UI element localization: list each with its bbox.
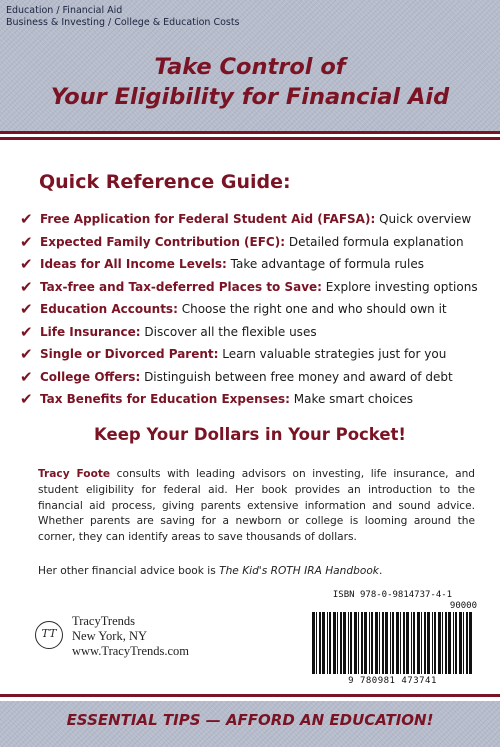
guide-item-term: Tax Benefits for Education Expenses:	[40, 392, 290, 406]
header-rule-2	[0, 137, 500, 140]
guide-item-term: Life Insurance:	[40, 324, 141, 339]
headline	[0, 52, 500, 112]
quick-reference-list	[20, 208, 490, 411]
guide-item	[20, 366, 490, 389]
checkmark-icon: ✔	[20, 367, 33, 386]
other-book-note	[38, 563, 382, 579]
isbn-barcode	[304, 590, 481, 688]
guide-item	[20, 343, 490, 366]
author-bio	[38, 467, 475, 546]
guide-item	[20, 388, 490, 411]
guide-item-description: Choose the right one and who should own it	[177, 302, 447, 316]
footer-slogan: ESSENTIAL TIPS — AFFORD AN EDUCATION!	[66, 711, 434, 729]
guide-item-description: Distinguish between free money and award of debt	[140, 369, 453, 384]
guide-item-description: Explore investing options	[321, 279, 478, 294]
checkmark-icon: ✔	[20, 300, 33, 318]
keep-dollars-heading: Keep Your Dollars in Your Pocket!	[94, 425, 406, 444]
guide-item-term: Tax-free and Tax-deferred Places to Save:	[40, 279, 322, 294]
publisher-info	[72, 614, 189, 659]
footer-rule	[0, 694, 500, 697]
guide-item-description: Discover all the flexible uses	[140, 324, 317, 339]
guide-item	[20, 231, 490, 254]
guide-item-description: Take advantage of formula rules	[226, 257, 424, 271]
category-primary: Education / Financial Aid	[6, 5, 123, 16]
guide-item-description: Make smart choices	[289, 392, 414, 406]
publisher-logo-text: TT	[41, 627, 57, 640]
headline-line-1: Take Control of	[154, 54, 346, 80]
checkmark-icon: ✔	[20, 210, 33, 228]
checkmark-icon: ✔	[20, 345, 33, 363]
price-code: 90000	[449, 601, 477, 611]
category-secondary: Business & Investing / College & Education Costs	[6, 17, 240, 28]
barcode-bars	[312, 612, 473, 674]
guide-item-term: Free Application for Federal Student Aid (FAFSA):	[40, 212, 376, 226]
guide-item-description: Detailed formula explanation	[285, 234, 464, 249]
quick-reference-heading: Quick Reference Guide:	[39, 171, 291, 193]
other-book-title: The Kid's ROTH IRA Handbook	[219, 565, 379, 577]
barcode-digits: 9 780981 473741	[348, 676, 437, 686]
guide-item-term: Education Accounts:	[40, 302, 178, 316]
checkmark-icon: ✔	[20, 255, 33, 273]
guide-item-term: College Offers:	[40, 369, 141, 384]
guide-item	[20, 298, 490, 321]
other-book-suffix: .	[378, 565, 383, 577]
guide-item-description: Learn valuable strategies just for you	[218, 347, 447, 361]
guide-item	[20, 253, 490, 276]
guide-item-term: Expected Family Contribution (EFC):	[40, 234, 286, 249]
guide-item	[20, 321, 490, 344]
author-bio-text: consults with leading advisors on investing, life insurance, and student eligibility for federal aid. Her book provides an introduction to the financial aid process, giving parents extensive information and sound advice. Whether parents are saving for a newborn or college is looming around the corner, they can identify areas to save thousands of dollars.	[38, 468, 476, 544]
publisher-logo-icon	[35, 621, 63, 649]
guide-item	[20, 208, 490, 231]
headline-line-2: Your Eligibility for Financial Aid	[50, 84, 450, 110]
guide-item-term: Single or Divorced Parent:	[40, 347, 219, 361]
checkmark-icon: ✔	[20, 277, 33, 296]
checkmark-icon: ✔	[20, 390, 33, 408]
isbn-label: ISBN 978-0-9814737-4-1	[332, 590, 453, 600]
publisher-location: New York, NY	[72, 629, 148, 643]
guide-item	[20, 276, 490, 299]
header-rule	[0, 131, 500, 134]
checkmark-icon: ✔	[20, 322, 33, 341]
guide-item-term: Ideas for All Income Levels:	[40, 257, 227, 271]
author-name: Tracy Foote	[38, 468, 111, 480]
category-labels	[6, 5, 240, 29]
publisher-name: TracyTrends	[72, 614, 135, 628]
checkmark-icon: ✔	[20, 232, 33, 251]
other-book-prefix: Her other financial advice book is	[38, 565, 220, 577]
publisher-website[interactable]: www.TracyTrends.com	[72, 644, 190, 658]
guide-item-description: Quick overview	[375, 212, 472, 226]
